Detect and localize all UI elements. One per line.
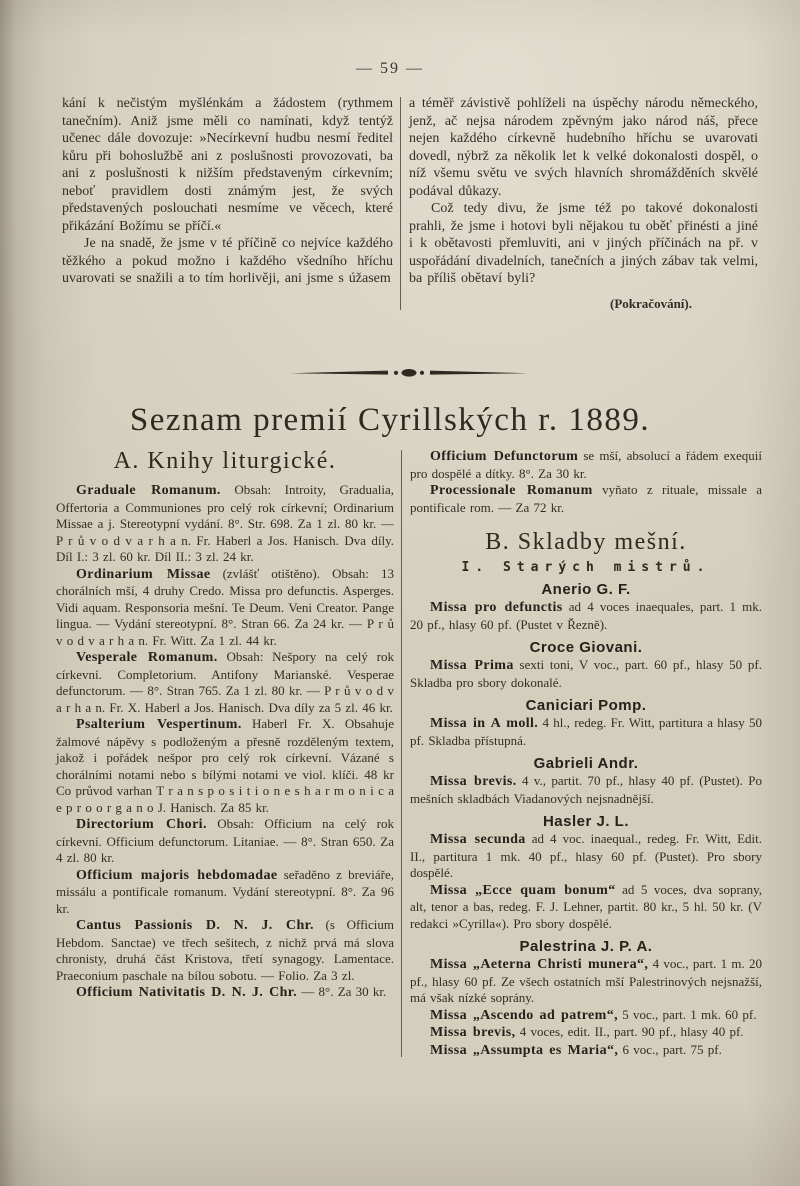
item-title: Psalterium Vespertinum.	[76, 717, 242, 732]
item-description: 5 voc., part. 1 mk. 60 pf.	[622, 1006, 757, 1022]
item-description: ad 4 voc. inaequal., redeg. Fr. Witt, Edit. II., partitura 1 mk. 40 pf., hlasy 60 pf. (Pustet). Pro sbory dospělé.	[410, 831, 762, 880]
catalog-item	[410, 773, 762, 807]
item-description: 4 hl., redeg. Fr. Witt, partitura a hlasy 50 pf. Skladba přístupná.	[410, 715, 763, 748]
item-description: (s Officium Hebdom. Sanctae) ve třech sešitech, z nichž prvá má slova chronisty, druhá část Kristova, třetí synagogy. Lamentace. Praeconium paschale na bílou sobotu. — Folio. Za 3 zl.	[56, 917, 394, 983]
premium-right-column	[410, 448, 762, 1059]
section-b-heading: B. Skladby mešní.	[485, 529, 687, 555]
column-divider-rule	[401, 450, 402, 1057]
item-title: Missa „Ascendo ad patrem“,	[430, 1007, 619, 1023]
catalog-item	[410, 657, 762, 691]
continuation-note: (Pokračování).	[610, 295, 692, 311]
catalog-item	[410, 882, 762, 933]
catalog-item	[410, 448, 762, 482]
item-description: 4 voces, edit. II., part. 90 pf., hlasy 40 pf.	[519, 1024, 744, 1039]
catalog-item	[410, 715, 762, 749]
composer-name: Hasler J. L.	[542, 813, 630, 830]
item-title: Graduale Romanum.	[76, 483, 221, 498]
item-description: — 8°. Za 30 kr.	[301, 984, 387, 999]
item-title: Missa „Aeterna Christi munera“,	[430, 957, 649, 972]
item-description: seřaděno z breviáře, missálu a pontificale romanum. Vydání stereotypní. 8°. Za 96 kr.	[56, 866, 394, 916]
composer-name: Gabrieli Andr.	[533, 755, 639, 772]
premium-list-title: Seznam premií Cyrillských r. 1889.	[129, 402, 651, 438]
item-description: (zvlášť otištěno). Obsah: 13 chorálních mší, 4 druhy Credo. Missa pro defunctis. Asperges. Vidi aquam. Responsoria mešní. Te Deum. Veni Creator. Pange lingua. — Vydání stereotypní. 8°. Stran 66. Za 24 kr. — P r ů v o d v a r h a n. Fr. Witt. Za 1 zl. 44 kr.	[56, 565, 394, 648]
article-continuation	[62, 95, 758, 312]
section-divider-ornament-icon	[290, 366, 528, 380]
catalog-item	[56, 867, 394, 918]
item-title: Officium majoris hebdomadae	[76, 867, 278, 883]
premium-left-column	[56, 448, 394, 1059]
catalog-item	[56, 917, 394, 984]
item-title: Missa brevis,	[430, 1025, 516, 1040]
catalog-item	[410, 599, 762, 633]
composer-name: Palestrina J. P. A.	[519, 938, 653, 955]
article-paragraph: Což tedy divu, že jsme též po takové dokonalosti prahli, že jsme i hotovi byli nějakou tu oběť přinésti a jiné i k obětavosti přemluviti, ani v jiných příčinách na př. v uspořádání divadelních, tanečních a jiných zábav tak velmi, ba příliš obětaví byli?	[409, 201, 758, 286]
catalog-item	[56, 566, 394, 650]
composer-name: Croce Giovani.	[529, 639, 643, 656]
article-paragraph: a téměř závistivě pohlíželi na úspěchy národu německého, jenž, ač nejsa národem zpěvným jako národ náš, přece nejen každého církevně hudebního hříchu se uvarovati dovedl, nýbrž za několik let k velké dokonalosti dospěl, o níž všemu světu ve svých hlavních shromážděních skvělé podával důkazy.	[409, 96, 758, 199]
item-title: Missa „Assumpta es Maria“,	[430, 1042, 619, 1058]
catalog-item	[410, 956, 762, 1007]
item-title: Missa „Ecce quam bonum“	[430, 882, 616, 898]
item-description: 4 voc., part. 1 m. 20 pf., hlasy 60 pf. Ze všech ostatních mší Palestrinových nejsnažší, má však nízké soprány.	[410, 956, 762, 1005]
article-left-column	[62, 95, 393, 312]
catalog-item	[56, 816, 394, 867]
item-title: Officium Defunctorum	[430, 449, 579, 464]
item-title: Missa pro defunctis	[430, 600, 563, 615]
column-divider-rule	[400, 97, 401, 310]
composer-name: Anerio G. F.	[541, 581, 631, 598]
composer-name: Caniciari Pomp.	[525, 697, 647, 714]
catalog-item	[56, 716, 394, 816]
item-title: Cantus Passionis D. N. J. Chr.	[76, 918, 314, 933]
catalog-item	[410, 482, 762, 516]
item-description: 6 voc., part. 75 pf.	[622, 1041, 722, 1057]
item-title: Directorium Chori.	[76, 817, 207, 832]
item-title: Missa in A moll.	[430, 716, 539, 731]
catalog-item	[410, 1024, 762, 1042]
item-description: 4 v., partit. 70 pf., hlasy 40 pf. (Pustet). Po mešních skladbách Viadanových nejsnadnější.	[410, 773, 762, 806]
premium-list	[56, 448, 762, 1059]
item-title: Missa brevis.	[430, 774, 517, 789]
article-paragraph: kání k nečistým myšlénkám a žádostem (rythmem tanečním). Aniž jsme měli co namínati, když tentýž učenec dále dovozuje: »Necírkevní hudbu nesmí ředitel kůru při bohoslužbě ani z poslušnosti provozovati, ba ani z poslušnosti k nižším představeným církevním; neboť pravidlem dosti známým jest, že svých představených poslouchati nesmíme ve věcech, které přikázání Božímu se příčí.«	[62, 96, 393, 234]
item-description: se mší, absolucí a řádem exequií pro dospělé a dítky. 8°. Za 30 kr.	[410, 448, 762, 481]
section-a-heading: A. Knihy liturgické.	[113, 448, 337, 474]
catalog-item	[410, 1042, 762, 1060]
catalog-item	[410, 1007, 762, 1025]
item-description: sexti toni, V voc., part. 60 pf., hlasy 50 pf. Skladba pro sbory dokonalé.	[410, 657, 763, 690]
item-description: Haberl Fr. X. Obsahuje žalmové nápěvy s podloženým a přesně rozděleným textem, jakož i pořádek nešpor pro celý rok církevní. Vázané s chorálními notami nebo s bílými notami ve viol. klíči. 48 kr Co průvod varhan T r a n s p o s i t i o n e s h a r m o n i c a e p r o o r g a n o J. Hanisch. Za 85 kr.	[56, 716, 394, 815]
item-description: vyňato z rituale, missale a pontificale rom. — Za 72 kr.	[410, 482, 762, 515]
item-description: Obsah: Introity, Gradualia, Offertoria a Communiones pro celý rok církevní; Ordinarium Missae a j. Stereotypní vydání. 8°. Str. 698. Za 1 zl. 80 kr. — P r ů v o d v a r h a n. Fr. Haberl a Jos. Hanisch. Dva díly. Díl I.: 3 zl. 60 kr. Díl II.: 3 zl. 24 kr.	[56, 482, 395, 564]
item-title: Missa Prima	[430, 658, 514, 673]
item-title: Missa secunda	[430, 832, 526, 847]
article-paragraph: Je na snadě, že jsme v té příčině co nejvíce každého těžkého a pokud možno i každého všedního hříchu uvarovati se snažili a to tím horlivěji, ani jsme s úžasem	[62, 236, 393, 286]
item-title: Ordinarium Missae	[76, 566, 211, 582]
item-description: ad 5 voces, dva soprany, alt, tenor a bas, redeg. F. J. Lehner, partit. 80 kr., 5 hl. 50 kr. (V redakci »Cyrilla«). Pro sbory dospělé.	[410, 881, 763, 931]
article-right-column	[409, 95, 758, 312]
section-b-subheading: I. Starých mistrů.	[461, 560, 711, 575]
item-title: Officium Nativitatis D. N. J. Chr.	[76, 985, 298, 1000]
item-description: Obsah: Nešpory na celý rok církevní. Completorium. Antifony Marianské. Vesperae defunctorum. — 8°. Stran 765. Za 1 zl. 80 kr. — P r ů v o d v a r h a n. Fr. X. Haberl a Jos. Hanisch. Dva díly za 5 zl. 46 kr.	[56, 649, 395, 715]
catalog-item	[56, 482, 394, 566]
page-number: — 59 —	[356, 60, 424, 77]
item-description: Obsah: Officium na celý rok církevní. Officium defunctorum. Litaniae. — 8°. Stran 650. Za 4 zl. 80 kr.	[56, 816, 395, 865]
catalog-item	[56, 984, 394, 1002]
catalog-item	[56, 649, 394, 716]
item-title: Processionale Romanum	[430, 483, 593, 498]
item-description: ad 4 voces inaequales, part. 1 mk. 20 pf., hlasy 60 pf. (Pustet v Řezně).	[410, 599, 762, 632]
catalog-item	[410, 831, 762, 882]
item-title: Vesperale Romanum.	[76, 650, 218, 665]
